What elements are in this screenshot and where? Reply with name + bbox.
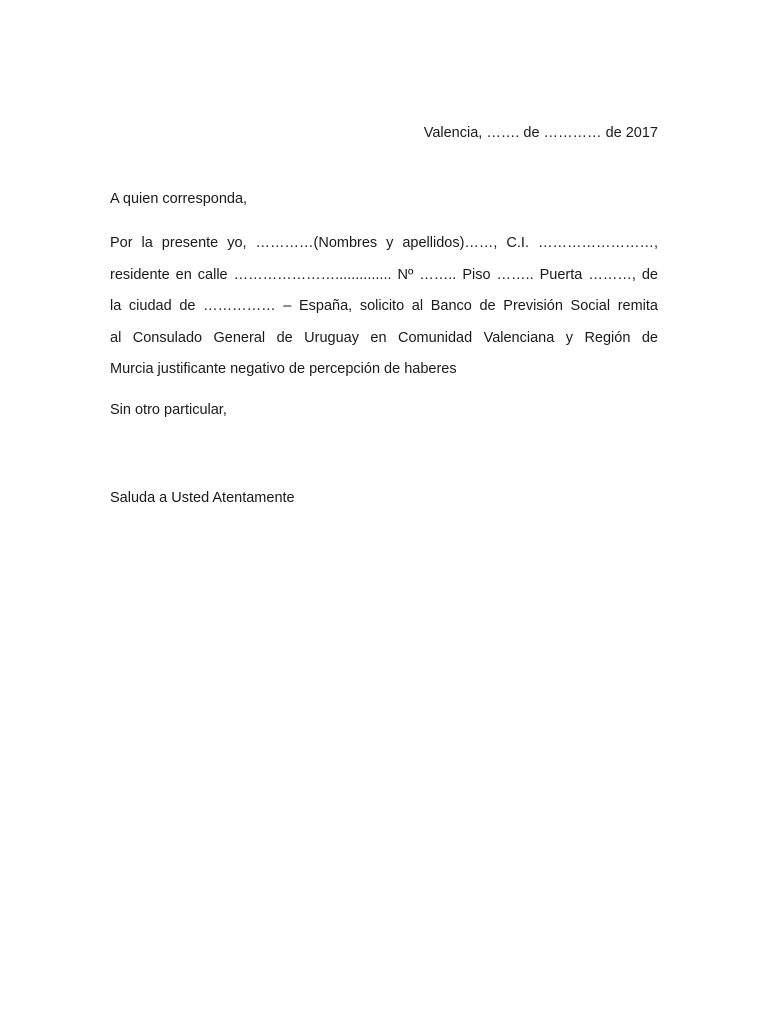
body-line: al Consulado General de Uruguay en Comunidad Valenciana y Región de xyxy=(110,329,658,346)
signoff-line: Saluda a Usted Atentamente xyxy=(110,490,295,506)
body-paragraph xyxy=(110,233,658,391)
closing-line: Sin otro particular, xyxy=(110,402,227,418)
salutation: A quien corresponda, xyxy=(110,191,248,207)
body-line: Por la presente yo, …………(Nombres y apellidos)……, C.I. ……………………, xyxy=(110,235,658,251)
date-line: Valencia, ……. de ………… de 2017 xyxy=(423,125,658,141)
body-line: la ciudad de …………… – España, solicito al Banco de Previsión Social remita xyxy=(110,298,658,314)
body-line: Murcia justificante negativo de percepción de haberes xyxy=(110,361,457,377)
body-line: residente en calle ………………….............. Nº …….. Piso …….. Puerta ………, de xyxy=(110,266,658,283)
